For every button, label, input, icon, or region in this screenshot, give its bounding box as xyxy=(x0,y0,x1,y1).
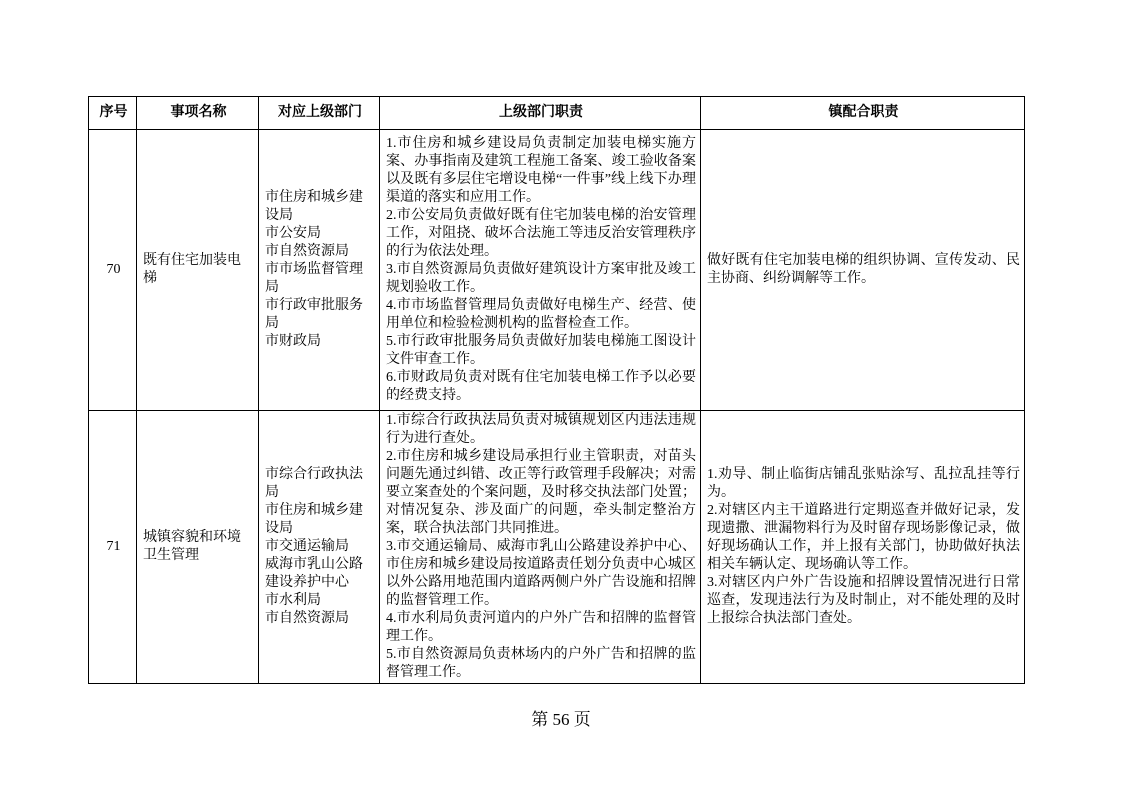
department-item: 市公安局 xyxy=(265,226,321,241)
header-index: 序号 xyxy=(89,97,137,130)
department-item: 市财政局 xyxy=(265,334,321,349)
row-index: 71 xyxy=(89,411,137,684)
duty-item: 1.市住房和城乡建设局负责制定加装电梯实施方案、办事指南及建筑工程施工备案、竣工验收备案以及既有多层住宅增设电梯“一件事”线上线下办理渠道的落实和应用工作。 xyxy=(386,136,696,205)
responsibility-table xyxy=(88,96,1025,684)
header-superior-duties: 上级部门职责 xyxy=(380,97,701,130)
duty-item: 3.市交通运输局、威海市乳山公路建设养护中心、市住房和城乡建设局按道路责任划分负责中心城区以外公路用地范围内道路两侧户外广告设施和招牌的监督管理工作。 xyxy=(386,539,696,608)
department-item: 市自然资源局 xyxy=(265,244,349,259)
header-item-name: 事项名称 xyxy=(137,97,259,130)
department-item: 市住房和城乡建设局 xyxy=(265,190,363,223)
item-name: 城镇容貌和环境卫生管理 xyxy=(137,411,259,684)
departments-cell xyxy=(259,130,380,411)
department-item: 市交通运输局 xyxy=(265,539,349,554)
duties-cell xyxy=(380,130,701,411)
duty-item: 4.市水利局负责河道内的户外广告和招牌的监督管理工作。 xyxy=(386,611,696,644)
duty-item: 6.市财政局负责对既有住宅加装电梯工作予以必要的经费支持。 xyxy=(386,370,696,403)
table-header-row xyxy=(89,97,1025,130)
department-item: 市行政审批服务局 xyxy=(265,298,363,331)
department-item: 市综合行政执法局 xyxy=(265,467,363,500)
duty-item: 1.市综合行政执法局负责对城镇规划区内违法违规行为进行查处。 xyxy=(386,413,696,446)
table-row xyxy=(89,130,1025,411)
duties-cell xyxy=(380,411,701,684)
duty-item: 2.市住房和城乡建设局承担行业主管职责，对苗头问题先通过纠错、改正等行政管理手段解决；对需要立案查处的个案问题，及时移交执法部门处置；对情况复杂、涉及面广的问题，牵头制定整治方案，联合执法部门共同推进。 xyxy=(386,449,696,536)
row-index: 70 xyxy=(89,130,137,411)
department-item: 市水利局 xyxy=(265,593,321,608)
page-number: 第 56 页 xyxy=(531,710,591,729)
duty-item: 3.市自然资源局负责做好建筑设计方案审批及竣工规划验收工作。 xyxy=(386,262,696,295)
town-duties-cell xyxy=(701,130,1025,411)
town-duty-item: 2.对辖区内主干道路进行定期巡查并做好记录，发现遗撒、泄漏物料行为及时留存现场影像记录，做好现场确认工作，并上报有关部门，协助做好执法相关车辆认定、现场确认等工作。 xyxy=(707,503,1020,572)
department-item: 市自然资源局 xyxy=(265,611,349,626)
duty-item: 5.市自然资源局负责林场内的户外广告和招牌的监督管理工作。 xyxy=(386,647,696,680)
item-name: 既有住宅加装电梯 xyxy=(137,130,259,411)
duty-item: 2.市公安局负责做好既有住宅加装电梯的治安管理工作，对阻挠、破坏合法施工等违反治安管理秩序的行为依法处理。 xyxy=(386,208,696,259)
town-duty-item: 做好既有住宅加装电梯的组织协调、宣传发动、民主协商、纠纷调解等工作。 xyxy=(707,253,1020,286)
town-duties-cell xyxy=(701,411,1025,684)
town-duty-item: 1.劝导、制止临街店铺乱张贴涂写、乱拉乱挂等行为。 xyxy=(707,467,1020,500)
departments-cell xyxy=(259,411,380,684)
department-item: 威海市乳山公路建设养护中心 xyxy=(265,557,363,590)
table-row xyxy=(89,411,1025,684)
department-item: 市市场监督管理局 xyxy=(265,262,363,295)
town-duty-item: 3.对辖区内户外广告设施和招牌设置情况进行日常巡查，发现违法行为及时制止，对不能处理的及时上报综合执法部门查处。 xyxy=(707,575,1020,626)
duty-item: 5.市行政审批服务局负责做好加装电梯施工图设计文件审查工作。 xyxy=(386,334,696,367)
header-superior-departments: 对应上级部门 xyxy=(259,97,380,130)
department-item: 市住房和城乡建设局 xyxy=(265,503,363,536)
header-town-duties: 镇配合职责 xyxy=(701,97,1025,130)
duty-item: 4.市市场监督管理局负责做好电梯生产、经营、使用单位和检验检测机构的监督检查工作。 xyxy=(386,298,696,331)
